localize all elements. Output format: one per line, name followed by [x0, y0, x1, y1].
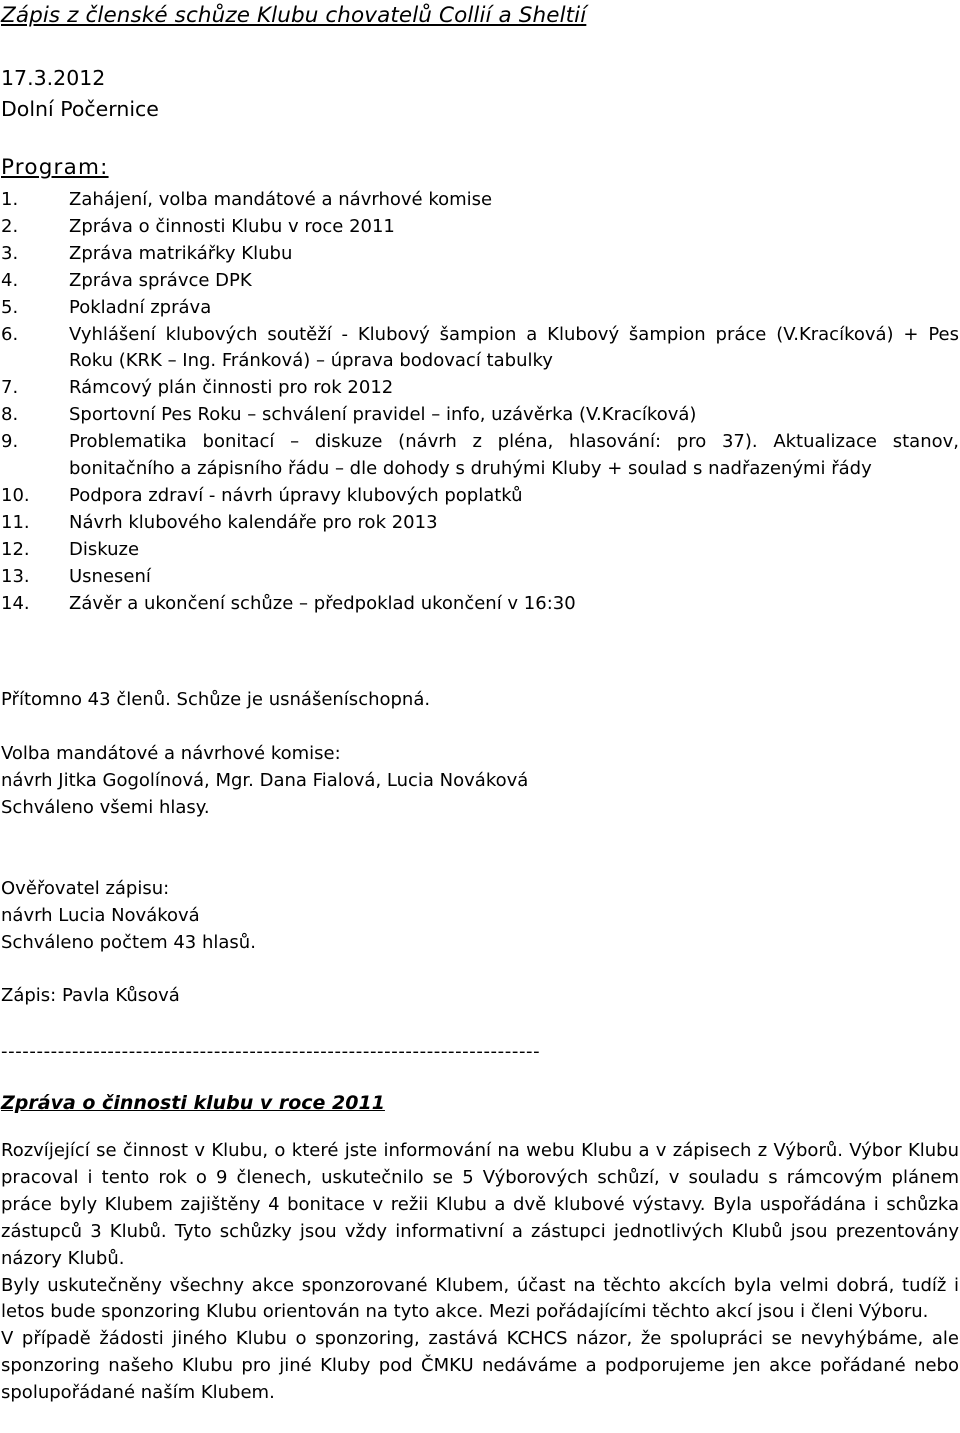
program-item-text: Zpráva o činnosti Klubu v roce 2011	[69, 215, 395, 237]
program-item	[1, 591, 959, 618]
report-paragraph: Byly uskutečněny všechny akce sponzorované Klubem, účast na těchto akcích byla velmi dobrá, tudíž i letos bude sponzoring Klubu orientován na tyto akce. Mezi pořádajícími těchto akcí jsou i členi Výboru.	[1, 1274, 959, 1323]
program-item-text: Návrh klubového kalendáře pro rok 2013	[69, 511, 438, 533]
program-item-number: 12.	[1, 538, 30, 560]
program-item-text: Podpora zdraví - návrh úpravy klubových poplatků	[69, 484, 523, 506]
program-item-text: Zahájení, volba mandátové a návrhové komise	[69, 189, 493, 210]
program-item-text: Závěr a ukončení schůze – předpoklad ukončení v 16:30	[69, 592, 576, 614]
report-paragraph: V případě žádosti jiného Klubu o sponzoring, zastává KCHCS názor, že spolupráci se nevyhýbáme, ale sponzoring našeho Klubu pro jiné Kluby pod ČMKU nedáváme a podporujeme jen akce pořádané nebo spolupořádané naším Klubem.	[1, 1328, 959, 1404]
program-item-text: Problematika bonitací – diskuze (návrh z pléna, hlasování: pro 37). Aktualizace stanov, bonitačního a zápisního řádu – dle dohody s druhými Kluby + soulad s nadřazenými řády	[69, 431, 959, 480]
program-item-text: Sportovní Pes Roku – schválení pravidel – info, uzávěrka (V.Kracíková)	[69, 404, 697, 426]
program-item-text: Zpráva správce DPK	[69, 269, 252, 291]
program-item-text: Vyhlášení klubových soutěží - Klubový šampion a Klubový šampion práce (V.Kracíková) + Pes Roku (KRK – Ing. Fránková) – úprava bodovací tabulky	[69, 323, 959, 372]
program-item	[1, 483, 959, 510]
program-item-number: 6.	[1, 323, 19, 345]
separator-line: ----------------------------------------------------------------------------	[1, 1041, 541, 1062]
recorder-text: Zápis: Pavla Kůsová	[1, 985, 180, 1006]
program-item	[1, 429, 959, 483]
program-heading: Program:	[1, 155, 109, 180]
verifier-heading: Ověřovatel zápisu:	[1, 878, 170, 899]
program-item-text: Zpráva matrikářky Klubu	[69, 242, 293, 264]
program-item	[1, 510, 959, 537]
program-item-number: 7.	[1, 377, 19, 399]
program-item-number: 14.	[1, 592, 30, 614]
program-item-number: 9.	[1, 431, 19, 453]
program-item	[1, 214, 959, 241]
program-item-number: 5.	[1, 296, 19, 318]
report-body	[1, 1138, 959, 1407]
verifier-proposal: návrh Lucia Nováková	[1, 905, 200, 926]
verifier-approval: Schváleno počtem 43 hlasů.	[1, 932, 256, 953]
program-list	[1, 187, 959, 618]
program-item	[1, 402, 959, 429]
program-item-text: Rámcový plán činnosti pro rok 2012	[69, 377, 394, 399]
program-item-number: 3.	[1, 242, 19, 264]
program-item-text: Diskuze	[69, 538, 140, 560]
program-item-number: 10.	[1, 484, 30, 506]
program-item-text: Usnesení	[69, 565, 151, 587]
program-item	[1, 187, 959, 214]
document-title: Zápis z členské schůze Klubu chovatelů Collií a Sheltií	[1, 3, 587, 28]
commission-approval: Schváleno všemi hlasy.	[1, 797, 210, 818]
program-item-number: 2.	[1, 215, 19, 237]
program-item	[1, 322, 959, 376]
program-item-text: Pokladní zpráva	[69, 296, 212, 318]
report-heading: Zpráva o činnosti klubu v roce 2011	[1, 1092, 385, 1114]
meeting-date: 17.3.2012	[1, 66, 106, 90]
program-item-number: 13.	[1, 565, 30, 587]
commission-proposal: návrh Jitka Gogolínová, Mgr. Dana Fialová, Lucia Nováková	[1, 770, 529, 791]
program-item-number: 8.	[1, 404, 19, 426]
commission-heading: Volba mandátové a návrhové komise:	[1, 743, 341, 764]
meeting-place: Dolní Počernice	[1, 97, 159, 121]
program-item-number: 11.	[1, 511, 30, 533]
program-item	[1, 375, 959, 402]
report-paragraph: Rozvíjející se činnost v Klubu, o které jste informování na webu Klubu a v zápisech z Výborů. Výbor Klubu pracoval i tento rok o 9 členech, uskutečnilo se 5 Výborových schůzí, v souladu s rámcovým plánem práce byly Klubem zajištěny 4 bonitace v režii Klubu a dvě klubové výstavy. Byla uspořádána i schůzka zástupců 3 Klubů. Tyto schůzky jsou vždy informativní a zástupci jednotlivých Klubů jsou prezentovány názory Klubů.	[1, 1140, 959, 1269]
program-item-number: 1.	[1, 189, 19, 210]
program-item-number: 4.	[1, 269, 19, 291]
program-item	[1, 268, 959, 295]
attendance-text: Přítomno 43 členů. Schůze je usnášeníschopná.	[1, 689, 431, 710]
program-item	[1, 564, 959, 591]
program-item	[1, 241, 959, 268]
program-item	[1, 295, 959, 322]
program-item	[1, 537, 959, 564]
